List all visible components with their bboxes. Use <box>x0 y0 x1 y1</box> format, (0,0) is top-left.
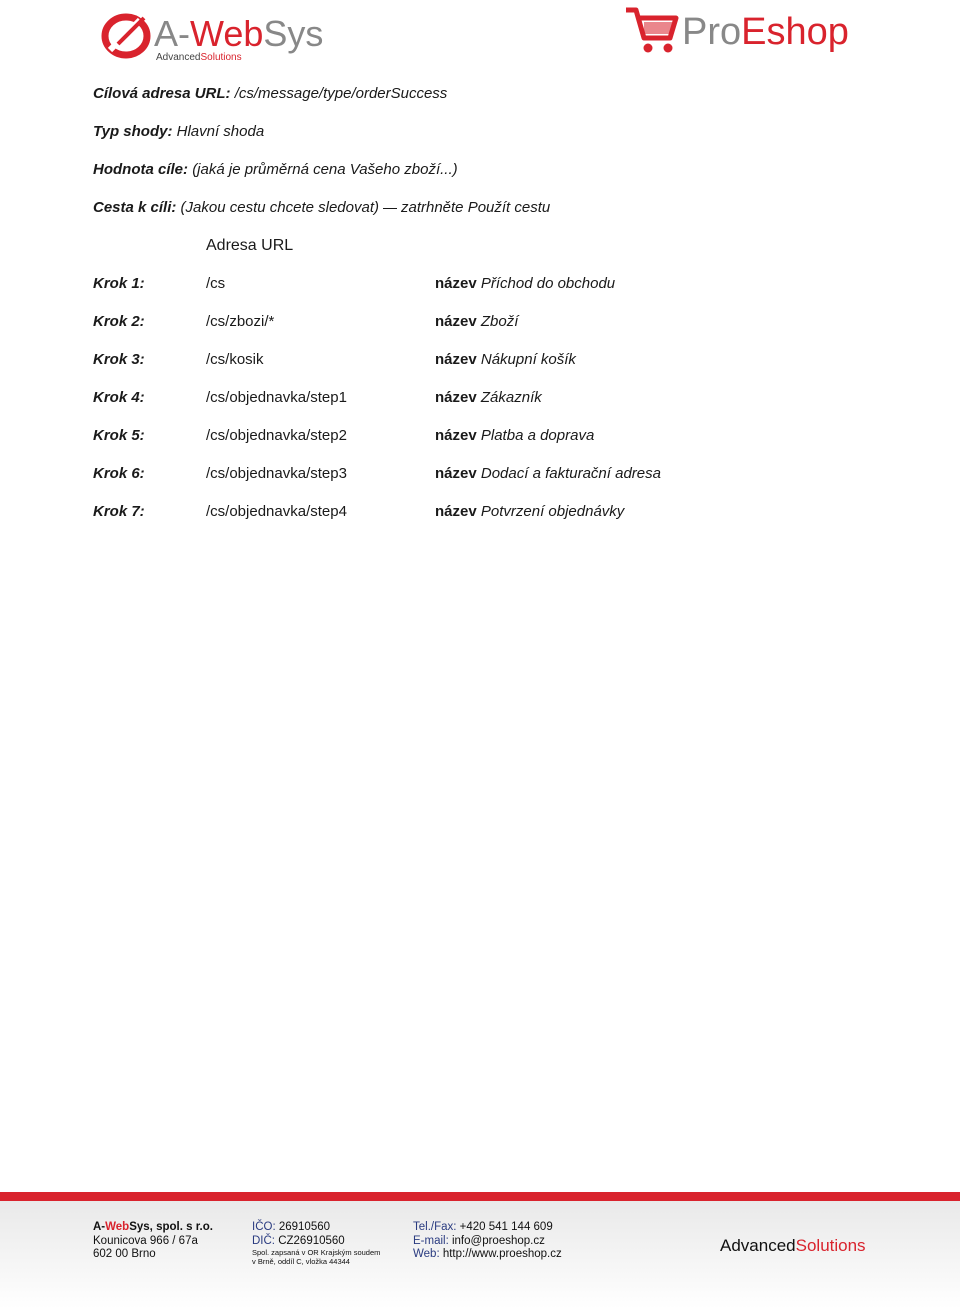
target-url-line <box>93 85 893 123</box>
step-name-label: název <box>435 427 477 444</box>
step-url: /cs/zbozi/* <box>206 313 275 330</box>
step-url: /cs/objednavka/step2 <box>206 427 347 444</box>
step-url: /cs <box>206 275 226 292</box>
awebsys-tagline: AdvancedSolutions <box>156 52 242 63</box>
step-label: Krok 4: <box>93 389 145 406</box>
footer-ids <box>252 1221 380 1266</box>
step-name-value: Nákupní košík <box>480 351 576 368</box>
goal-path-label: Cesta k cíli: <box>93 199 177 216</box>
goal-value-value: (jaká je průměrná cena Vašeho zboží...) <box>192 161 458 178</box>
target-url-value: /cs/message/type/orderSuccess <box>234 85 448 102</box>
match-type-value: Hlavní shoda <box>176 123 265 140</box>
step-name-label: název <box>435 275 477 292</box>
registration-line-1: Spol. zapsaná v OR Krajským soudem <box>252 1248 381 1257</box>
goal-path-value: (Jakou cestu chcete sledovat) <box>180 199 379 216</box>
web-line: Web: http://www.proeshop.cz <box>413 1248 562 1260</box>
email-link[interactable]: info@proeshop.cz <box>451 1234 545 1247</box>
url-column-header: Adresa URL <box>206 237 294 254</box>
company-street: Kounicova 966 / 67a <box>93 1234 198 1247</box>
company-city: 602 00 Brno <box>93 1248 156 1260</box>
proeshop-wordmark: ProEshop <box>682 11 849 53</box>
goal-path-tail: zatrhněte Použít cestu <box>400 199 551 216</box>
tel-line: Tel./Fax: +420 541 144 609 <box>413 1221 553 1233</box>
step-url: /cs/objednavka/step3 <box>206 465 347 482</box>
funnel-step-row <box>93 313 893 351</box>
step-name <box>435 427 594 445</box>
step-name-label: název <box>435 389 477 406</box>
goal-value-line <box>93 161 893 199</box>
step-name-value: Dodací a fakturační adresa <box>480 465 661 482</box>
step-label: Krok 3: <box>93 351 145 368</box>
dash-divider <box>383 208 397 209</box>
step-name-label: název <box>435 313 477 330</box>
funnel-step-row <box>93 503 893 541</box>
step-label: Krok 1: <box>93 275 145 292</box>
step-name <box>435 275 615 293</box>
step-name <box>435 313 518 331</box>
step-label: Krok 7: <box>93 503 145 520</box>
step-name <box>435 389 542 407</box>
dic-line: DIČ: CZ26910560 <box>252 1234 345 1247</box>
goal-path-line <box>93 199 893 237</box>
footer <box>0 1201 960 1309</box>
step-label: Krok 5: <box>93 427 145 444</box>
step-name-value: Platba a doprava <box>480 427 595 444</box>
step-name <box>435 351 576 369</box>
awebsys-swoosh-icon <box>105 17 147 55</box>
step-name-label: název <box>435 465 477 482</box>
awebsys-wordmark: A-WebSys <box>154 13 324 54</box>
funnel-step-row <box>93 275 893 313</box>
advanced-solutions-brand: AdvancedSolutions <box>720 1236 866 1255</box>
web-link[interactable]: http://www.proeshop.cz <box>442 1248 562 1260</box>
funnel-step-row <box>93 427 893 465</box>
footer-red-bar <box>0 1192 960 1201</box>
footer-contact <box>413 1221 562 1262</box>
target-url-label: Cílová adresa URL: <box>93 85 231 102</box>
step-name-value: Zákazník <box>480 389 542 406</box>
shopping-cart-icon <box>626 10 676 53</box>
step-label: Krok 2: <box>93 313 145 330</box>
ico-line: IČO: 26910560 <box>252 1221 331 1233</box>
step-name-label: název <box>435 351 477 368</box>
goal-settings <box>93 85 893 541</box>
funnel-step-row <box>93 351 893 389</box>
step-name-value: Zboží <box>480 313 519 330</box>
step-name-label: název <box>435 503 477 520</box>
footer-company <box>93 1221 213 1262</box>
step-label: Krok 6: <box>93 465 145 482</box>
step-url: /cs/kosik <box>206 351 264 368</box>
funnel-steps <box>93 275 893 541</box>
step-name-value: Příchod do obchodu <box>480 275 616 292</box>
email-line: E-mail: info@proeshop.cz <box>413 1234 545 1247</box>
company-name: A-WebSys, spol. s r.o. <box>93 1221 213 1233</box>
step-name <box>435 503 624 521</box>
step-url: /cs/objednavka/step1 <box>206 389 347 406</box>
step-name <box>435 465 661 483</box>
funnel-step-row <box>93 389 893 427</box>
proeshop-logo <box>624 4 864 56</box>
funnel-step-row <box>93 465 893 503</box>
registration-line-2: v Brně, oddíl C, vložka 44344 <box>252 1257 350 1266</box>
match-type-line <box>93 123 893 161</box>
goal-value-label: Hodnota cíle: <box>93 161 189 178</box>
awebsys-logo <box>100 6 345 64</box>
match-type-label: Typ shody: <box>93 123 173 140</box>
step-url: /cs/objednavka/step4 <box>206 503 347 520</box>
step-name-value: Potvrzení objednávky <box>480 503 625 520</box>
